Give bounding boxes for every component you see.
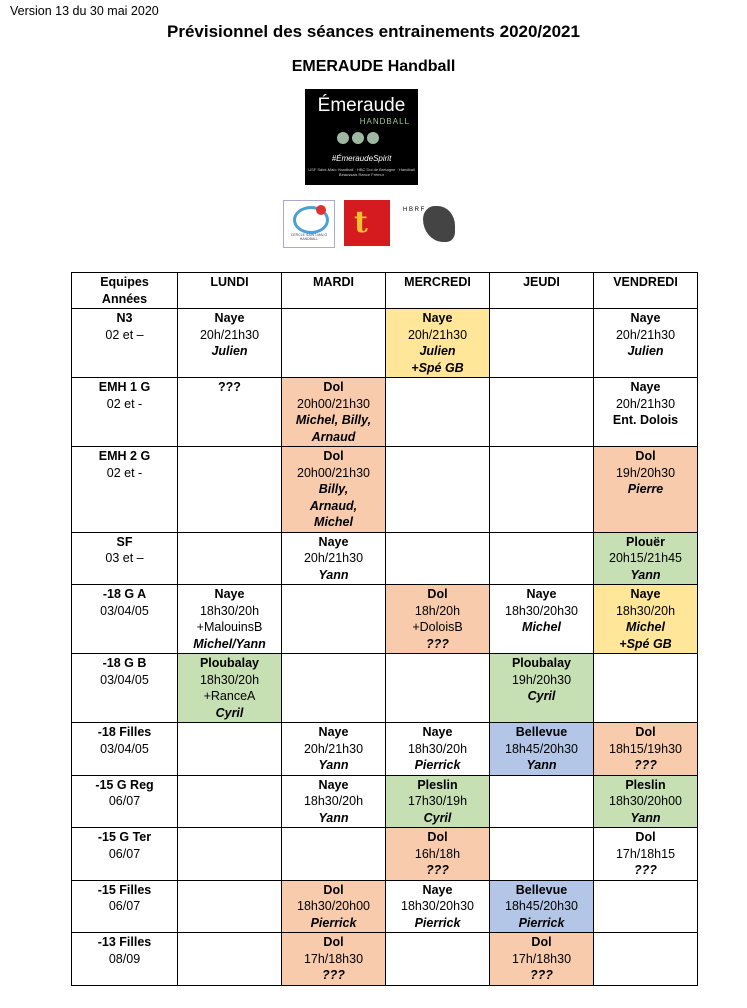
- table-row: [72, 447, 698, 533]
- page-title: Prévisionnel des séances entrainements 2020/2021: [167, 22, 580, 41]
- session-place: Naye: [214, 587, 245, 601]
- team-cell: [72, 933, 178, 986]
- session-place: Dol: [323, 449, 344, 463]
- session-place: Naye: [214, 311, 245, 325]
- session-cell-friday: [594, 532, 698, 585]
- session-extra: +RanceA: [203, 689, 256, 703]
- session-cell-monday: [178, 880, 282, 933]
- session-coach: Julien: [419, 344, 456, 358]
- session-place: Dol: [635, 830, 656, 844]
- session-cell-monday: [178, 378, 282, 447]
- session-time: 19h/20h30: [615, 465, 676, 480]
- session-cell-friday: [594, 775, 698, 828]
- session-time: 20h/21h30: [199, 327, 260, 342]
- team-cell: [72, 828, 178, 881]
- table-row: [72, 723, 698, 776]
- table-row: [72, 585, 698, 654]
- session-place: Plouër: [626, 534, 665, 549]
- session-time: 18h15/19h30: [609, 741, 682, 756]
- session-place: Dol: [323, 935, 344, 949]
- team-name: EMH 1 G: [98, 380, 151, 394]
- session-time: 18h30/20h30: [401, 899, 474, 913]
- team-name: -18 G A: [102, 587, 147, 601]
- table-row: [72, 532, 698, 585]
- table-row: [72, 309, 698, 378]
- session-cell-friday: [594, 585, 698, 654]
- session-cell-friday: [594, 309, 698, 378]
- team-years: 03/04/05: [100, 672, 149, 687]
- session-cell-friday: [594, 654, 698, 723]
- team-cell: [72, 309, 178, 378]
- session-time: 18h30/20h: [407, 741, 468, 756]
- table-header-row: [72, 273, 698, 309]
- session-cell-monday: [178, 723, 282, 776]
- session-coach: ???: [530, 968, 553, 982]
- session-cell-thursday: [490, 775, 594, 828]
- session-time: 18h30/20h00: [609, 794, 682, 808]
- session-cell-wednesday: [386, 654, 490, 723]
- session-place: Dol: [427, 587, 448, 601]
- session-cell-tuesday: [282, 447, 386, 533]
- session-time: 19h/20h30: [511, 672, 572, 687]
- session-cell-wednesday: [386, 532, 490, 585]
- session-time: 18h30/20h00: [297, 899, 370, 913]
- session-cell-friday: [594, 723, 698, 776]
- session-cell-monday: [178, 585, 282, 654]
- session-cell-friday: [594, 828, 698, 881]
- session-cell-wednesday: [386, 585, 490, 654]
- session-cell-thursday: [490, 585, 594, 654]
- session-coach: Yann: [630, 810, 661, 825]
- session-time: 18h/20h: [414, 603, 461, 618]
- team-name: EMH 2 G: [98, 449, 151, 463]
- session-cell-friday: [594, 933, 698, 986]
- team-years: 06/07: [108, 794, 141, 808]
- session-coach: Pierrick: [414, 758, 461, 772]
- session-coach: Pierre: [627, 482, 664, 496]
- session-cell-tuesday: [282, 828, 386, 881]
- session-cell-wednesday: [386, 775, 490, 828]
- session-time: 18h30/20h: [303, 794, 364, 808]
- session-time: 17h30/19h: [407, 794, 468, 808]
- session-coach: Michel/Yann: [193, 636, 266, 651]
- session-coach: +Spé GB: [411, 360, 464, 375]
- team-name: -18 G B: [102, 656, 147, 670]
- session-time: 17h/18h30: [303, 951, 364, 966]
- session-place: Naye: [526, 587, 557, 601]
- session-cell-friday: [594, 378, 698, 447]
- csa-logo: [283, 200, 335, 248]
- team-cell: [72, 775, 178, 828]
- session-place: Dol: [531, 935, 552, 949]
- table-row: [72, 828, 698, 881]
- session-coach: Michel, Billy,: [295, 413, 372, 427]
- session-time: 20h00/21h30: [297, 465, 370, 480]
- session-cell-monday: [178, 828, 282, 881]
- session-cell-monday: [178, 309, 282, 378]
- session-cell-thursday: [490, 828, 594, 881]
- session-coach: Cyril: [215, 705, 244, 720]
- team-years: 08/09: [108, 951, 141, 966]
- session-time: 20h/21h30: [303, 741, 364, 756]
- session-time: 17h/18h30: [511, 951, 572, 966]
- session-coach: Yann: [630, 567, 661, 582]
- session-place: Naye: [422, 725, 453, 739]
- team-years: 02 et -: [106, 465, 143, 480]
- session-cell-thursday: [490, 447, 594, 533]
- session-place: Dol: [323, 882, 344, 897]
- session-cell-thursday: [490, 532, 594, 585]
- session-time: 20h15/21h45: [609, 551, 682, 565]
- session-coach: Pierrick: [310, 915, 357, 930]
- session-time: 17h/18h15: [615, 846, 676, 861]
- session-place: ???: [218, 380, 241, 394]
- session-cell-monday: [178, 447, 282, 533]
- team-cell: [72, 654, 178, 723]
- team-name: -15 Filles: [97, 882, 152, 897]
- team-name: SF: [116, 534, 133, 549]
- session-cell-tuesday: [282, 378, 386, 447]
- session-coach: Michel: [626, 620, 665, 634]
- session-time: 18h45/20h30: [505, 899, 578, 913]
- session-cell-wednesday: [386, 447, 490, 533]
- version-label: Version 13 du 30 mai 2020: [10, 4, 159, 18]
- session-time: 18h30/20h: [615, 603, 676, 618]
- session-cell-monday: [178, 933, 282, 986]
- session-time: 20h00/21h30: [297, 396, 370, 411]
- team-cell: [72, 723, 178, 776]
- session-cell-thursday: [490, 654, 594, 723]
- logo-wordmark: Émeraude: [317, 95, 406, 116]
- team-years: 03/04/05: [100, 741, 149, 756]
- session-coach: Julien: [627, 344, 664, 358]
- header-teams: [72, 273, 178, 309]
- table-row: [72, 654, 698, 723]
- team-years: 02 et –: [105, 327, 144, 342]
- session-cell-wednesday: [386, 309, 490, 378]
- session-cell-thursday: [490, 378, 594, 447]
- table-row: [72, 775, 698, 828]
- session-place: Naye: [318, 534, 349, 549]
- team-name: -18 Filles: [97, 725, 152, 739]
- session-cell-wednesday: [386, 933, 490, 986]
- session-coach: Julien: [211, 344, 248, 358]
- session-cell-tuesday: [282, 880, 386, 933]
- session-place: Naye: [422, 882, 453, 897]
- team-cell: [72, 532, 178, 585]
- session-time: 18h30/20h30: [505, 603, 578, 618]
- table-row: [72, 880, 698, 933]
- header-tuesday: MARDI: [282, 273, 386, 309]
- session-cell-monday: [178, 775, 282, 828]
- session-place: Bellevue: [515, 882, 568, 897]
- table-row: [72, 933, 698, 986]
- session-time: 18h30/20h: [199, 603, 260, 618]
- session-place: Naye: [630, 587, 661, 601]
- session-cell-wednesday: [386, 723, 490, 776]
- session-coach: +Spé GB: [619, 636, 672, 651]
- session-place: Naye: [318, 725, 349, 739]
- session-coach: Pierrick: [518, 915, 565, 930]
- session-time: 20h/21h30: [407, 327, 468, 342]
- session-coach: Yann: [318, 567, 349, 582]
- team-years: 06/07: [108, 899, 141, 913]
- session-time: 18h45/20h30: [505, 741, 578, 756]
- session-cell-tuesday: [282, 532, 386, 585]
- session-cell-tuesday: [282, 933, 386, 986]
- session-cell-tuesday: [282, 723, 386, 776]
- team-cell: [72, 585, 178, 654]
- session-coach: Michel: [522, 620, 561, 634]
- session-place: Naye: [630, 380, 661, 394]
- team-years: 02 et -: [106, 396, 143, 411]
- team-cell: [72, 880, 178, 933]
- session-place: Dol: [635, 725, 656, 739]
- emeraude-logo: [305, 89, 418, 185]
- session-cell-wednesday: [386, 880, 490, 933]
- session-time: 20h/21h30: [615, 396, 676, 411]
- session-coach: ???: [634, 758, 657, 772]
- team-name: -13 Filles: [97, 935, 152, 949]
- team-cell: [72, 447, 178, 533]
- session-place: Naye: [422, 311, 453, 325]
- session-cell-friday: [594, 880, 698, 933]
- session-cell-tuesday: [282, 309, 386, 378]
- session-cell-thursday: [490, 933, 594, 986]
- header-friday: VENDREDI: [594, 273, 698, 309]
- session-coach: ???: [634, 863, 657, 877]
- team-years: 03/04/05: [100, 603, 149, 618]
- session-place: Dol: [427, 830, 448, 844]
- session-cell-friday: [594, 447, 698, 533]
- session-coach: Arnaud: [311, 429, 356, 444]
- session-coach: Arnaud,: [309, 498, 358, 513]
- session-place: Pleslin: [625, 777, 666, 792]
- session-place: Naye: [630, 311, 661, 325]
- session-cell-thursday: [490, 723, 594, 776]
- session-coach: Cyril: [423, 810, 452, 825]
- session-place: Ploubalay: [511, 656, 572, 670]
- session-coach: Yann: [526, 758, 557, 772]
- team-years: 06/07: [108, 846, 141, 861]
- session-coach: ???: [426, 863, 449, 877]
- header-monday: LUNDI: [178, 273, 282, 309]
- hbrf-logo-text: H B R F: [403, 207, 425, 213]
- session-coach: ???: [322, 968, 345, 982]
- session-place: Ploubalay: [199, 656, 260, 670]
- session-cell-thursday: [490, 309, 594, 378]
- session-cell-wednesday: [386, 828, 490, 881]
- session-cell-tuesday: [282, 654, 386, 723]
- csa-logo-text: CERCLE SAINT-MALO HANDBALL: [290, 233, 328, 241]
- session-coach: Billy,: [318, 482, 349, 496]
- logo-hashtag: #ÉmeraudeSpirit: [331, 154, 392, 163]
- session-coach: Pierrick: [414, 915, 461, 930]
- session-cell-thursday: [490, 880, 594, 933]
- session-cell-tuesday: [282, 585, 386, 654]
- team-name: N3: [116, 311, 133, 325]
- dol-logo: [344, 200, 390, 246]
- header-wednesday: MERCREDI: [386, 273, 490, 309]
- table-row: [72, 378, 698, 447]
- session-time: 20h/21h30: [615, 327, 676, 342]
- session-time: 18h30/20h: [199, 672, 260, 687]
- team-name: -15 G Reg: [95, 777, 154, 792]
- session-time: 20h/21h30: [303, 551, 364, 565]
- team-cell: [72, 378, 178, 447]
- team-years: 03 et –: [105, 551, 144, 565]
- session-place: Bellevue: [515, 725, 568, 739]
- session-cell-tuesday: [282, 775, 386, 828]
- session-cell-wednesday: [386, 378, 490, 447]
- session-place: Pleslin: [417, 777, 458, 792]
- session-cell-monday: [178, 532, 282, 585]
- logo-handball: HANDBALL: [359, 117, 410, 126]
- header-thursday: JEUDI: [490, 273, 594, 309]
- session-coach: Yann: [318, 758, 349, 772]
- page-subtitle: EMERAUDE Handball: [291, 58, 456, 75]
- session-extra: +MalouinsB: [196, 620, 263, 634]
- session-place: Ent. Dolois: [612, 413, 679, 427]
- team-name: -15 G Ter: [97, 830, 152, 844]
- session-place: Dol: [635, 449, 656, 463]
- session-time: 16h/18h: [414, 846, 461, 861]
- dol-logo-text: t: [354, 205, 368, 240]
- session-coach: Cyril: [527, 689, 556, 703]
- logo-clubs: USF Saint-Malo Handball · HBC Dol de Bretagne · Handball Beaussais Rance Frémur: [308, 167, 415, 177]
- session-coach: Yann: [318, 810, 349, 825]
- session-cell-monday: [178, 654, 282, 723]
- hbrf-logo: [401, 200, 459, 246]
- session-extra: +DoloisB: [412, 620, 463, 634]
- session-coach: Michel: [314, 515, 353, 529]
- session-coach: ???: [426, 636, 449, 651]
- logo-dots: [337, 131, 387, 145]
- session-place: Naye: [318, 777, 349, 792]
- header-teams-label: Equipes Années: [100, 275, 149, 306]
- training-schedule-table: [71, 272, 698, 986]
- session-place: Dol: [323, 380, 344, 394]
